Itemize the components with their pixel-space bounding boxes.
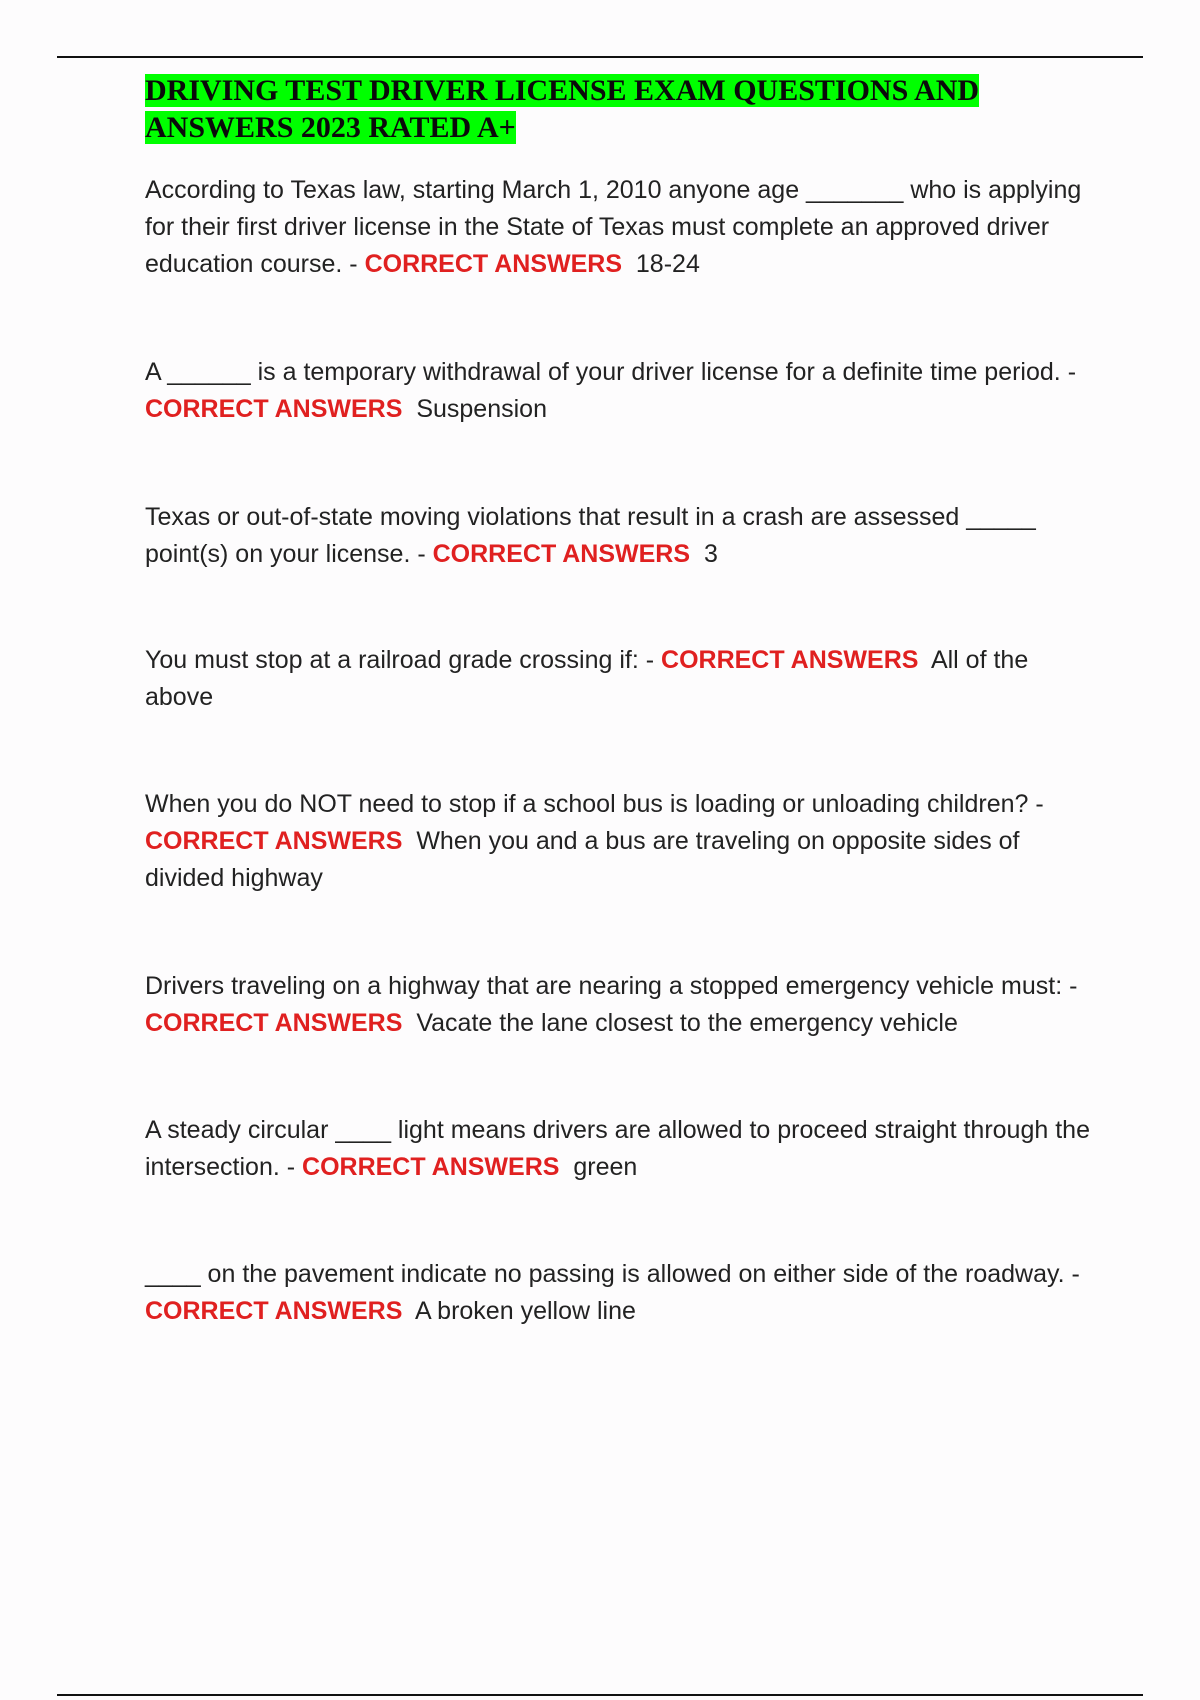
separator: - [638,646,662,674]
correct-answers-label: CORRECT ANSWERS [145,1009,403,1037]
document-title-text: DRIVING TEST DRIVER LICENSE EXAM QUESTIONS AND ANSWERS 2023 RATED A+ [145,74,980,144]
question-text: According to Texas law, starting March 1, 2010 anyone age _______ who is applying for their first driver license in the State of Texas must complete an approved driver education course. [145,176,1082,278]
qa-item-7 [145,1112,1095,1186]
correct-answers-label: CORRECT ANSWERS [364,250,622,278]
separator: - [1060,358,1077,386]
qa-item-6 [145,968,1095,1042]
answer-text: 3 [703,540,718,568]
document-title [145,72,1075,146]
qa-item-4 [145,642,1095,716]
question-text: A steady circular ____ light means drivers are allowed to proceed straight through the intersection. [145,1116,1090,1181]
separator: - [1062,972,1078,1000]
answer-text: Suspension [416,395,547,423]
question-text: ____ on the pavement indicate no passing is allowed on either side of the roadway. [145,1260,1065,1288]
qa-item-1 [145,172,1095,283]
answer-text: A broken yellow line [414,1297,636,1325]
qa-item-8 [145,1256,1095,1330]
qa-item-5 [145,786,1095,897]
separator: - [1064,1260,1080,1288]
answer-text: All of the above [145,646,1029,711]
question-text: A ______ is a temporary withdrawal of your driver license for a definite time period. [145,358,1061,386]
qa-item-2 [145,354,1095,428]
correct-answers-label: CORRECT ANSWERS [302,1153,560,1181]
answer-text: When you and a bus are traveling on opposite sides of divided highway [145,827,1020,892]
top-rule [57,56,1143,58]
question-text: When you do NOT need to stop if a school bus is loading or unloading children? [145,790,1029,818]
correct-answers-label: CORRECT ANSWERS [661,646,919,674]
question-text: Drivers traveling on a highway that are nearing a stopped emergency vehicle must: [145,972,1063,1000]
separator: - [279,1153,303,1181]
correct-answers-label: CORRECT ANSWERS [145,1297,403,1325]
separator: - [1028,790,1044,818]
correct-answers-label: CORRECT ANSWERS [432,540,691,568]
correct-answers-label: CORRECT ANSWERS [145,395,403,423]
bottom-rule [57,1694,1143,1696]
separator: - [342,250,365,278]
answer-text: Vacate the lane closest to the emergency vehicle [416,1009,958,1037]
answer-text: 18-24 [635,250,700,278]
question-text: Texas or out-of-state moving violations that result in a crash are assessed _____ point(s) on your license. [145,503,1036,568]
answer-text: green [573,1153,638,1181]
correct-answers-label: CORRECT ANSWERS [145,827,403,855]
qa-item-3 [145,499,1095,573]
question-text: You must stop at a railroad grade crossing if: [145,646,639,674]
separator: - [410,540,433,568]
